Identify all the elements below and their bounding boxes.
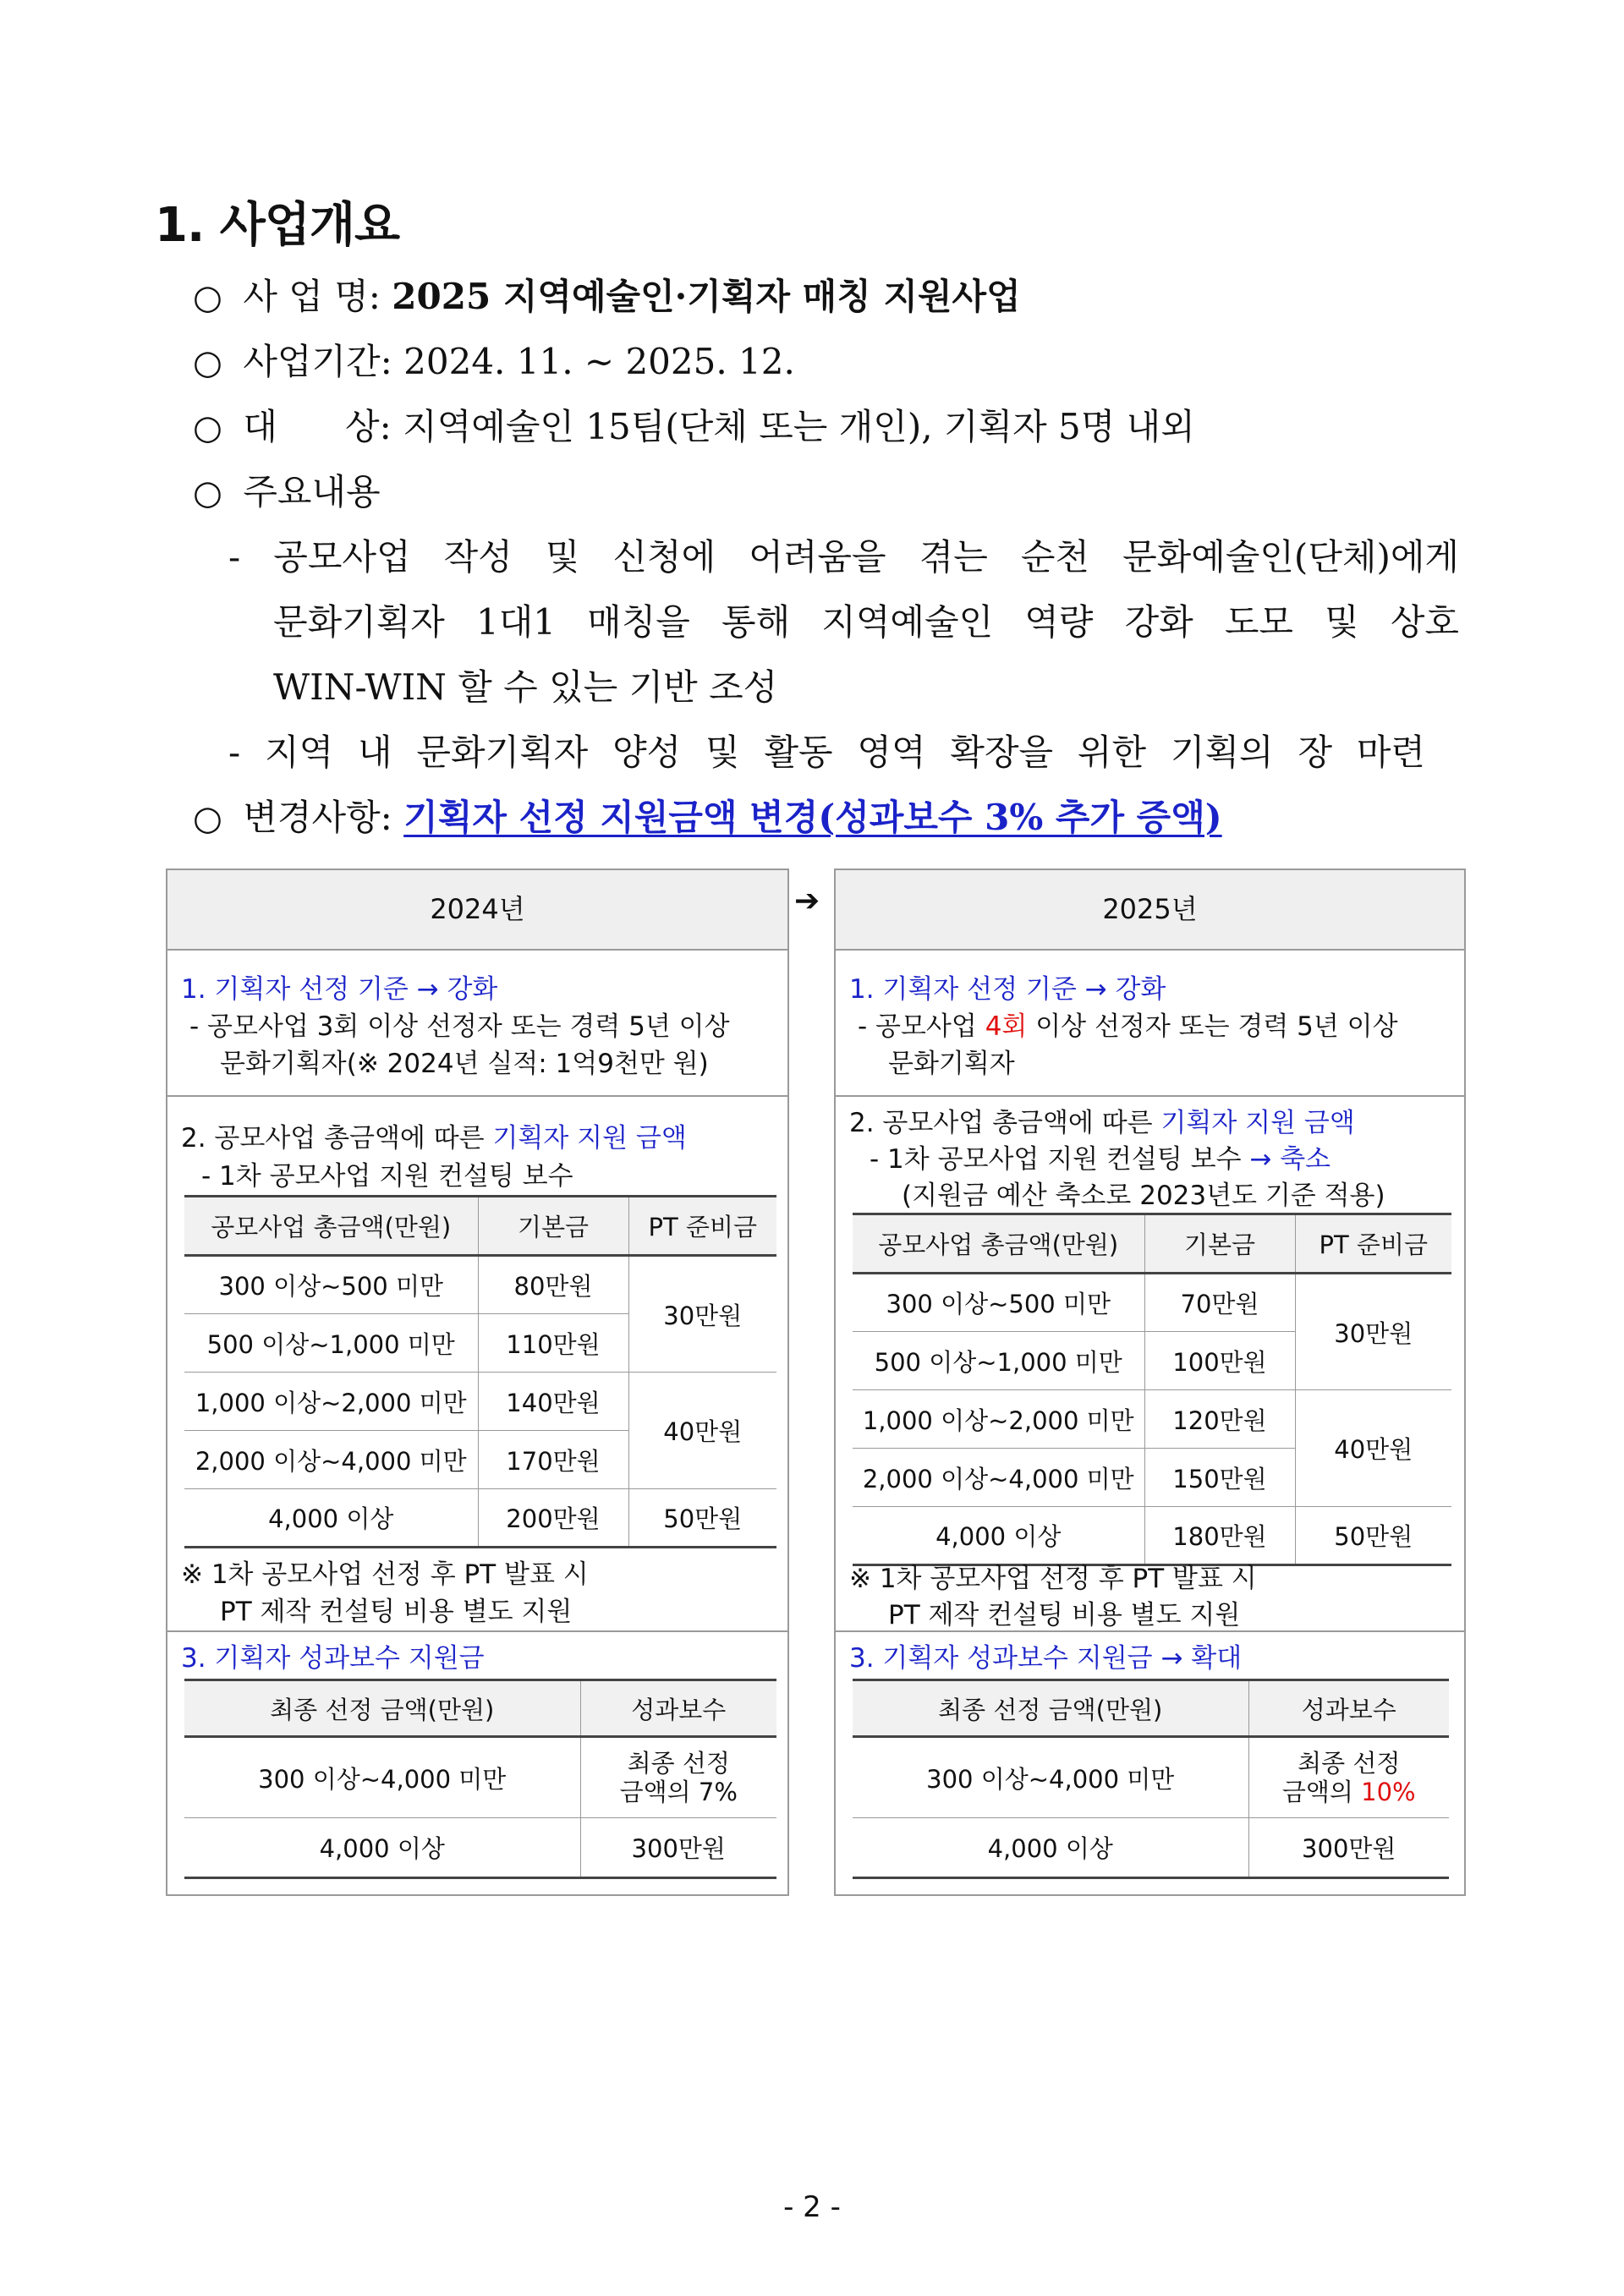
table-row-base: 110만원 <box>478 1314 628 1373</box>
table-row-pt: 40만원 <box>628 1373 776 1489</box>
table-row-range: 1,000 이상~2,000 미만 <box>853 1390 1144 1449</box>
project-content-line <box>193 464 381 515</box>
left-note-1: ※ 1차 공모사업 선정 후 PT 발표 시 <box>181 1559 589 1590</box>
table-row-base: 120만원 <box>1144 1390 1295 1449</box>
left-s2-sub: - 1차 공모사업 지원 컨설팅 보수 <box>201 1161 573 1192</box>
right-fee-header-pt: PT 준비금 <box>1295 1214 1451 1274</box>
left-reward-table <box>184 1679 776 1879</box>
project-target-value: 지역예술인 15팀(단체 또는 개인), 기획자 5명 내외 <box>403 406 1195 447</box>
right-s1-line2: 문화기획자 <box>888 1049 1015 1079</box>
right-s2-sub-blue: → 축소 <box>1249 1144 1331 1175</box>
table-row-base: 80만원 <box>478 1256 628 1314</box>
content-item-1-cont: 문화기획자 1대1 매칭을 통해 지역예술인 역량 강화 도모 및 상호 <box>273 601 1459 643</box>
right-s3-title: 3. 기획자 성과보수 지원금 → 확대 <box>849 1643 1243 1674</box>
left-note-2: PT 제작 컨설팅 비용 별도 지원 <box>220 1597 573 1627</box>
reward-line-2 <box>1249 1778 1450 1806</box>
table-row-base: 70만원 <box>1144 1274 1295 1332</box>
circle-bullet-icon: ○ <box>193 474 222 512</box>
table-row-base: 200만원 <box>478 1489 628 1548</box>
reward-line-1: 최종 선정 <box>1298 1749 1401 1778</box>
table-row-base: 180만원 <box>1144 1507 1295 1565</box>
right-s1-line1 <box>858 1005 1398 1043</box>
year-header-2025: 2025년 <box>836 870 1464 951</box>
left-fee-header-base: 기본금 <box>478 1197 628 1256</box>
reward-percent: 10% <box>1361 1778 1416 1806</box>
table-row-range: 2,000 이상~4,000 미만 <box>184 1431 478 1489</box>
content-item-2: - 지역 내 문화기획자 양성 및 활동 영역 확장을 위한 기획의 장 마련 <box>228 732 1425 773</box>
right-note-1: ※ 1차 공모사업 선정 후 PT 발표 시 <box>849 1564 1257 1594</box>
project-name-value: 2025 지역예술인·기획자 매칭 지원사업 <box>392 276 1021 317</box>
reward-line-1: 최종 선정 <box>627 1749 730 1778</box>
table-row-range: 2,000 이상~4,000 미만 <box>853 1449 1144 1507</box>
right-fee-header-base: 기본금 <box>1144 1214 1295 1274</box>
project-period-value: 2024. 11. ~ 2025. 12. <box>403 341 795 382</box>
table-row-range: 500 이상~1,000 미만 <box>853 1332 1144 1390</box>
table-row-pt: 50만원 <box>1295 1507 1451 1565</box>
reward-line-2: 금액의 7% <box>619 1778 738 1806</box>
right-s1-line1-b: 이상 선정자 또는 경력 5년 이상 <box>1027 1011 1398 1042</box>
left-s2-title <box>181 1116 687 1154</box>
left-fee-table <box>184 1195 776 1548</box>
comparison-2025-box <box>834 869 1466 1896</box>
left-divider-2 <box>167 1630 787 1632</box>
circle-bullet-icon: ○ <box>193 343 222 382</box>
project-target-line <box>193 399 1195 450</box>
table-row-range: 1,000 이상~2,000 미만 <box>184 1373 478 1431</box>
change-label: 변경사항: <box>243 797 392 838</box>
circle-bullet-icon: ○ <box>193 799 222 838</box>
table-row-reward <box>1248 1737 1449 1818</box>
table-row-amount: 300 이상~4,000 미만 <box>184 1737 580 1818</box>
right-s1-line1-a: - 공모사업 <box>858 1011 985 1042</box>
table-row-range: 300 이상~500 미만 <box>853 1274 1144 1332</box>
right-divider-2 <box>836 1630 1464 1632</box>
comparison-2024-box <box>166 869 789 1896</box>
content-item-1: - 공모사업 작성 및 신청에 어려움을 겪는 순천 문화예술인(단체)에게 <box>228 536 1459 578</box>
year-header-2024: 2024년 <box>167 870 787 951</box>
right-s2-sub <box>870 1137 1330 1175</box>
table-row-base: 140만원 <box>478 1373 628 1431</box>
right-reward-header-amount: 최종 선정 금액(만원) <box>853 1680 1248 1737</box>
right-note-2: PT 제작 컨설팅 비용 별도 지원 <box>888 1600 1241 1630</box>
left-reward-header-reward: 성과보수 <box>580 1680 776 1737</box>
left-s1-line1: - 공모사업 3회 이상 선정자 또는 경력 5년 이상 <box>189 1011 730 1042</box>
table-row-reward <box>580 1737 776 1818</box>
left-divider-1 <box>167 1095 787 1097</box>
right-s2-title <box>849 1101 1355 1139</box>
table-row-pt: 40만원 <box>1295 1390 1451 1507</box>
table-row-pt: 50만원 <box>628 1489 776 1548</box>
section-title: 1. 사업개요 <box>155 198 400 253</box>
table-row-base: 170만원 <box>478 1431 628 1489</box>
table-row-amount: 4,000 이상 <box>184 1818 580 1878</box>
right-reward-table <box>853 1679 1449 1879</box>
table-row-base: 150만원 <box>1144 1449 1295 1507</box>
table-row-range: 4,000 이상 <box>853 1507 1144 1565</box>
right-s2-sub-a: - 1차 공모사업 지원 컨설팅 보수 <box>870 1144 1250 1175</box>
right-s2-sub2: (지원금 예산 축소로 2023년도 기준 적용) <box>902 1181 1385 1211</box>
table-row-range: 4,000 이상 <box>184 1489 478 1548</box>
reward-line-2-prefix: 금액의 <box>1281 1778 1362 1806</box>
project-name-label: 사 업 명: <box>243 276 381 317</box>
project-name-line <box>193 269 1021 320</box>
left-fee-header-range: 공모사업 총금액(만원) <box>184 1197 478 1256</box>
left-s2-highlight: 기획자 지원 금액 <box>492 1123 687 1153</box>
project-period-line <box>193 334 795 385</box>
circle-bullet-icon: ○ <box>193 278 222 317</box>
project-target-label: 대 상: <box>243 406 392 447</box>
right-reward-header-reward: 성과보수 <box>1248 1680 1449 1737</box>
content-item-1-end: WIN-WIN 할 수 있는 기반 조성 <box>273 666 778 708</box>
table-row-amount: 300 이상~4,000 미만 <box>853 1737 1248 1818</box>
table-row-pt: 30만원 <box>1295 1274 1451 1390</box>
table-row-range: 500 이상~1,000 미만 <box>184 1314 478 1373</box>
page-number: - 2 - <box>783 2190 841 2224</box>
right-fee-header-range: 공모사업 총금액(만원) <box>853 1214 1144 1274</box>
table-row-range: 300 이상~500 미만 <box>184 1256 478 1314</box>
left-s3-title: 3. 기획자 성과보수 지원금 <box>181 1643 485 1674</box>
left-s2-prefix: 2. 공모사업 총금액에 따른 <box>181 1123 493 1153</box>
project-content-label: 주요내용 <box>243 471 381 512</box>
left-s1-title: 1. 기획자 선정 기준 → 강화 <box>181 974 498 1005</box>
table-row-reward: 300만원 <box>1248 1818 1449 1878</box>
right-s1-line1-red: 4회 <box>985 1011 1028 1042</box>
change-line <box>193 790 1222 841</box>
change-value: 기획자 선정 지원금액 변경(성과보수 3% 추가 증액) <box>403 797 1222 838</box>
right-fee-table <box>853 1213 1451 1566</box>
left-s1-line2: 문화기획자(※ 2024년 실적: 1억9천만 원) <box>220 1049 709 1079</box>
circle-bullet-icon: ○ <box>193 408 222 447</box>
table-row-amount: 4,000 이상 <box>853 1818 1248 1878</box>
right-divider-1 <box>836 1095 1464 1097</box>
left-fee-header-pt: PT 준비금 <box>628 1197 776 1256</box>
table-row-pt: 30만원 <box>628 1256 776 1373</box>
project-period-label: 사업기간: <box>243 341 392 382</box>
table-row-reward: 300만원 <box>580 1818 776 1878</box>
table-row-base: 100만원 <box>1144 1332 1295 1390</box>
left-reward-header-amount: 최종 선정 금액(만원) <box>184 1680 580 1737</box>
right-s2-prefix: 2. 공모사업 총금액에 따른 <box>849 1108 1161 1138</box>
right-s2-highlight: 기획자 지원 금액 <box>1160 1108 1355 1138</box>
arrow-right-icon: ➔ <box>794 884 820 918</box>
right-s1-title: 1. 기획자 선정 기준 → 강화 <box>849 974 1166 1005</box>
